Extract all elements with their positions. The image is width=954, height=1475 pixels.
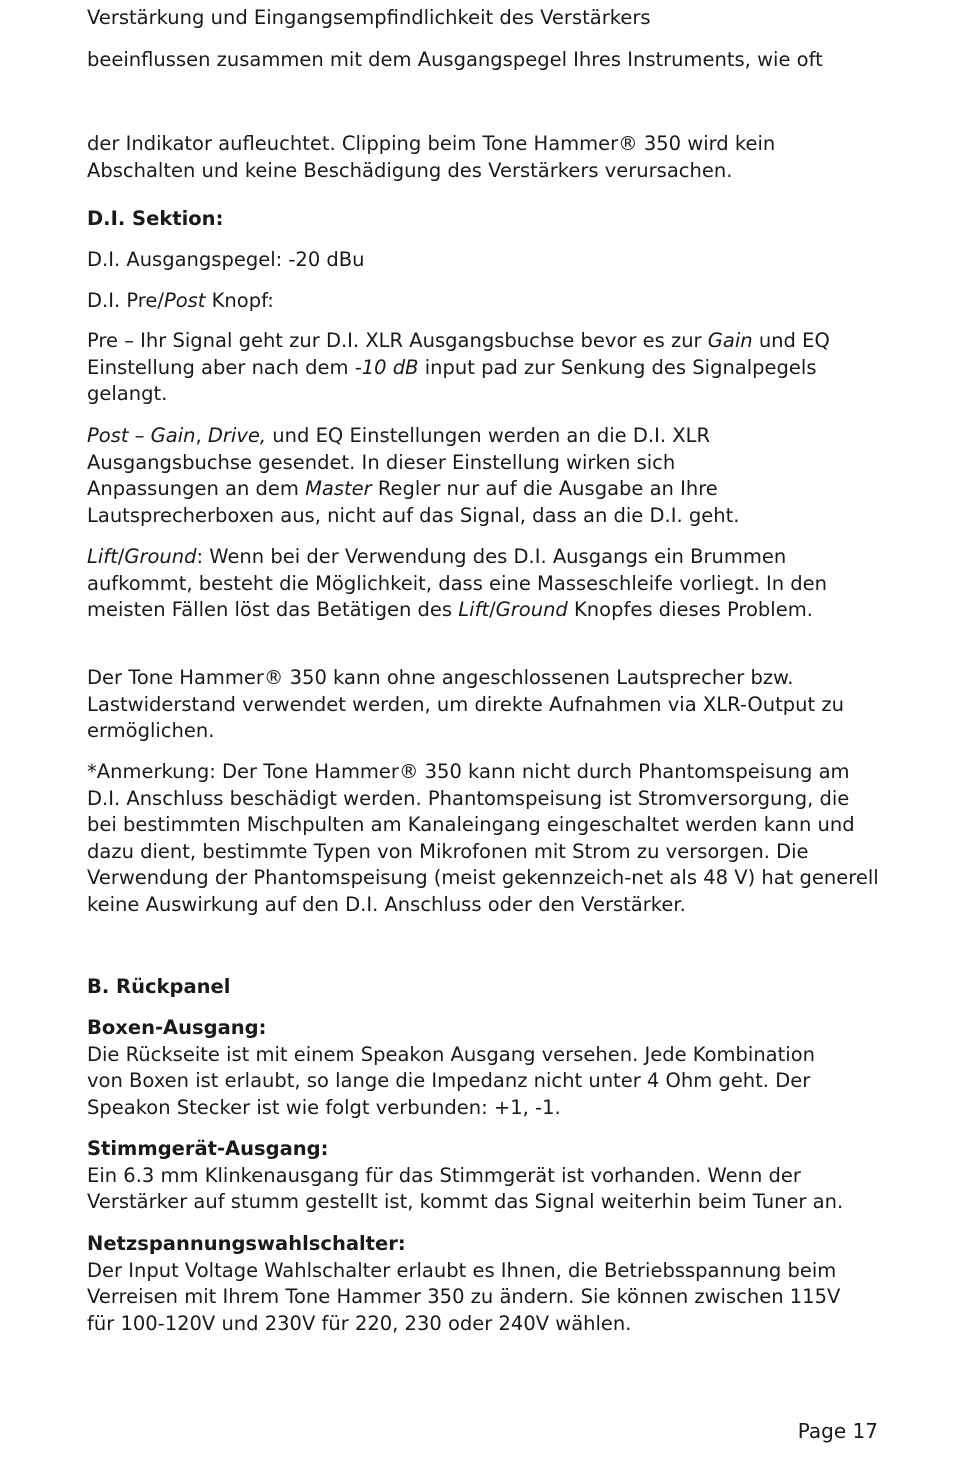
text-part: Pre – Ihr Signal geht zur D.I. XLR Ausgangsbuchse bevor es zur xyxy=(87,329,708,352)
section-voltage-switch xyxy=(87,1231,847,1337)
text-tuner-output: Ein 6.3 mm Klinkenausgang für das Stimmgerät ist vorhanden. Wenn der Verstärker auf stumm gestellt ist, kommt das Signal weiterhin beim Tuner an. xyxy=(87,1163,844,1213)
text-part: Knopf: xyxy=(205,289,274,312)
text-part: Ground xyxy=(124,545,197,568)
text-part: input pad zur Senkung des Signalpegels gelangt. xyxy=(87,355,817,405)
heading-di-section: D.I. Sektion: xyxy=(87,207,224,230)
text-part: , xyxy=(195,424,208,447)
text-part: : Wenn bei der Verwendung des D.I. Ausgangs ein Brummen aufkommt, besteht die Möglichkeit, dass eine Masseschleife vorliegt. In den meisten Fällen löst das Betätigen des xyxy=(87,545,828,621)
text-part: / xyxy=(117,545,125,568)
text-speaker-output: Die Rückseite ist mit einem Speakon Ausgang versehen. Jede Kombination von Boxen ist erlaubt, so lange die Impedanz nicht unter 4 Ohm geht. Der Speakon Stecker ist wie folgt verbunden: +1, -1. xyxy=(87,1042,815,1119)
text-part: Knopfes dieses Problem. xyxy=(567,598,813,621)
paragraph-pre xyxy=(87,328,882,408)
text-part: / xyxy=(489,598,496,621)
heading-speaker-output: Boxen-Ausgang: xyxy=(87,1016,267,1039)
text-part: Lift xyxy=(87,545,118,568)
text-part: Drive, xyxy=(207,424,267,447)
heading-voltage-switch: Netzspannungswahlschalter: xyxy=(87,1232,406,1255)
text-part: und EQ Einstellungen werden an die D.I. XLR Ausgangsbuchse gesendet. In dieser Einstellung wirken sich Anpassungen an dem xyxy=(87,424,711,500)
paragraph-phantom-note: *Anmerkung: Der Tone Hammer® 350 kann nicht durch Phantomspeisung am D.I. Anschluss beschädigt werden. Phantomspeisung ist Stromversorgung, die bei bestimmten Mischpulten am Kanaleingang eingeschaltet werden kann und dazu dient, bestimmte Typen von Mikrofonen mit Strom zu versorgen. Die Verwendung der Phantomspeisung (meist gekennzeich-net als 48 V) hat generell keine Auswirkung auf den D.I. Anschluss oder den Verstärker. xyxy=(87,760,879,916)
cut-off-top-line xyxy=(87,6,747,44)
text-part: Gain xyxy=(707,329,753,352)
text-voltage-switch: Der Input Voltage Wahlschalter erlaubt es Ihnen, die Betriebsspannung beim Verreisen mit Ihrem Tone Hammer 350 zu ändern. Sie können zwischen 115V für 100-120V und 230V für 220, 230 oder 240V wählen. xyxy=(87,1258,841,1335)
text-part: Post – Gain xyxy=(87,424,196,447)
section-tuner-output xyxy=(87,1136,882,1216)
text-part: D.I. Pre/ xyxy=(87,289,164,312)
heading-rear-panel: B. Rückpanel xyxy=(87,975,231,998)
text-part: Ground xyxy=(495,598,568,621)
text-part: Post xyxy=(163,289,206,312)
page-number: Page 17 xyxy=(797,1419,878,1443)
di-prepost-button xyxy=(87,288,882,315)
text-part: und EQ Einstellung aber nach dem xyxy=(87,329,830,379)
section-speaker-output xyxy=(87,1015,847,1121)
paragraph-post xyxy=(87,423,777,529)
text-part: Lift xyxy=(458,598,490,621)
paragraph-no-speaker: Der Tone Hammer® 350 kann ohne angeschlossenen Lautsprecher bzw. Lastwiderstand verwendet werden, um direkte Aufnahmen via XLR-Output zu ermöglichen. xyxy=(87,666,844,742)
paragraph-lift-ground xyxy=(87,544,847,624)
di-output-level: D.I. Ausgangspegel: -20 dBu xyxy=(87,248,365,271)
text-part: Master xyxy=(305,477,372,500)
text-part: -10 dB xyxy=(354,355,419,379)
paragraph-clipping: der Indikator aufleuchtet. Clipping beim Tone Hammer® 350 wird kein Abschalten und keine Beschädigung des Verstärkers verursachen. xyxy=(87,132,776,182)
cut-off-top-text: Verstärkung und Eingangsempfindlichkeit des Verstärkers xyxy=(87,6,651,29)
paragraph-continued: beeinflussen zusammen mit dem Ausgangspegel Ihres Instruments, wie oft xyxy=(87,48,823,71)
heading-tuner-output: Stimmgerät-Ausgang: xyxy=(87,1137,329,1160)
text-part: Regler nur auf die Ausgabe an Ihre Lautsprecherboxen aus, nicht auf das Signal, dass an die D.I. geht. xyxy=(87,477,740,527)
